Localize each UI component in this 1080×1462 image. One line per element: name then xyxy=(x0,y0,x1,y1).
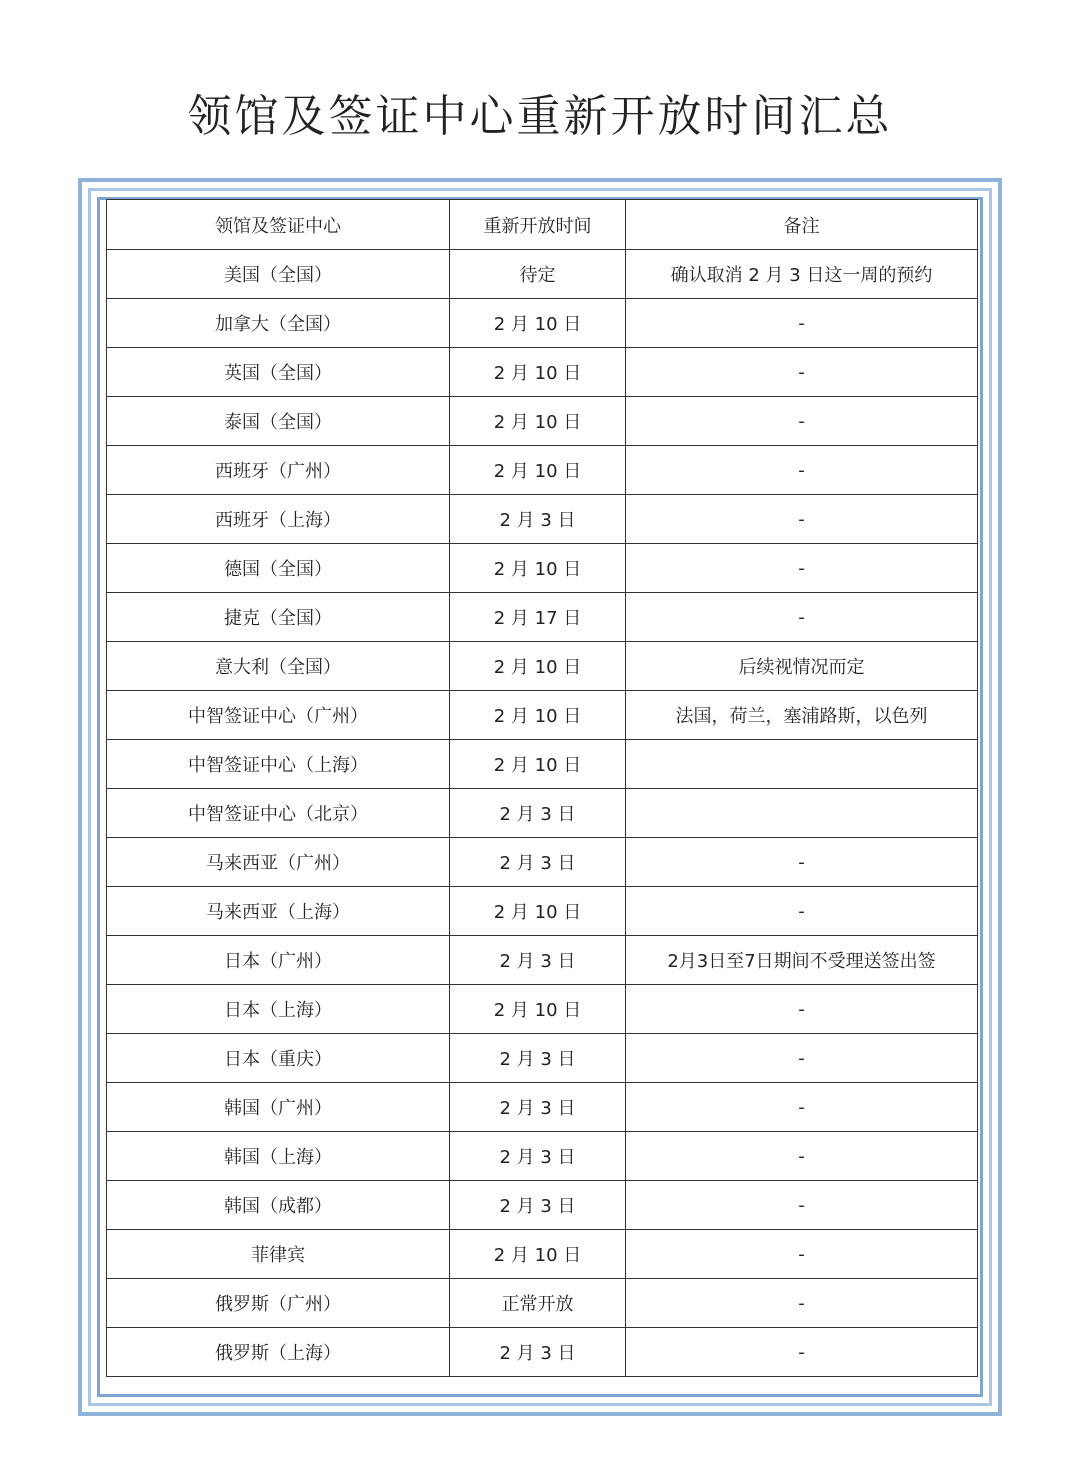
cell-reopen-date: 2 月 3 日 xyxy=(450,1181,626,1230)
cell-reopen-date: 2 月 10 日 xyxy=(450,691,626,740)
cell-reopen-date: 2 月 10 日 xyxy=(450,740,626,789)
cell-remarks: - xyxy=(626,495,978,544)
cell-reopen-date: 2 月 10 日 xyxy=(450,544,626,593)
table-row xyxy=(107,299,978,348)
cell-consulate: 韩国（广州） xyxy=(107,1083,450,1132)
cell-consulate: 西班牙（上海） xyxy=(107,495,450,544)
table-row xyxy=(107,1328,978,1377)
table-row xyxy=(107,1279,978,1328)
cell-consulate: 加拿大（全国） xyxy=(107,299,450,348)
cell-remarks: - xyxy=(626,1279,978,1328)
cell-reopen-date: 2 月 3 日 xyxy=(450,495,626,544)
reopening-schedule-table xyxy=(106,199,978,1377)
cell-consulate: 英国（全国） xyxy=(107,348,450,397)
cell-consulate: 俄罗斯（上海） xyxy=(107,1328,450,1377)
table-row xyxy=(107,544,978,593)
table-row xyxy=(107,1181,978,1230)
cell-remarks: - xyxy=(626,397,978,446)
table-row xyxy=(107,1083,978,1132)
cell-reopen-date: 2 月 10 日 xyxy=(450,299,626,348)
cell-consulate: 韩国（成都） xyxy=(107,1181,450,1230)
cell-remarks: - xyxy=(626,1230,978,1279)
cell-consulate: 韩国（上海） xyxy=(107,1132,450,1181)
cell-remarks: 2月3日至7日期间不受理送签出签 xyxy=(626,936,978,985)
table-header-row xyxy=(107,200,978,250)
table-row xyxy=(107,789,978,838)
cell-remarks: 确认取消 2 月 3 日这一周的预约 xyxy=(626,250,978,299)
cell-remarks: - xyxy=(626,1328,978,1377)
cell-reopen-date: 2 月 17 日 xyxy=(450,593,626,642)
cell-reopen-date: 2 月 10 日 xyxy=(450,985,626,1034)
cell-consulate: 中智签证中心（北京） xyxy=(107,789,450,838)
cell-reopen-date: 2 月 3 日 xyxy=(450,1132,626,1181)
cell-remarks: 后续视情况而定 xyxy=(626,642,978,691)
cell-reopen-date: 2 月 10 日 xyxy=(450,397,626,446)
cell-reopen-date: 2 月 10 日 xyxy=(450,642,626,691)
cell-remarks: 法国，荷兰，塞浦路斯，以色列 xyxy=(626,691,978,740)
table-row xyxy=(107,250,978,299)
cell-consulate: 泰国（全国） xyxy=(107,397,450,446)
cell-consulate: 马来西亚（广州） xyxy=(107,838,450,887)
cell-consulate: 西班牙（广州） xyxy=(107,446,450,495)
cell-remarks: - xyxy=(626,348,978,397)
cell-reopen-date: 2 月 3 日 xyxy=(450,1083,626,1132)
cell-remarks: - xyxy=(626,593,978,642)
cell-reopen-date: 2 月 10 日 xyxy=(450,348,626,397)
table-row xyxy=(107,593,978,642)
cell-remarks: - xyxy=(626,1034,978,1083)
cell-consulate: 日本（重庆） xyxy=(107,1034,450,1083)
cell-consulate: 中智签证中心（上海） xyxy=(107,740,450,789)
cell-reopen-date: 2 月 3 日 xyxy=(450,789,626,838)
table-row xyxy=(107,887,978,936)
cell-consulate: 俄罗斯（广州） xyxy=(107,1279,450,1328)
table-row xyxy=(107,1230,978,1279)
cell-reopen-date: 2 月 3 日 xyxy=(450,1034,626,1083)
table-row xyxy=(107,838,978,887)
table-row xyxy=(107,446,978,495)
table-row xyxy=(107,495,978,544)
header-consulate: 领馆及签证中心 xyxy=(107,200,450,250)
table-row xyxy=(107,691,978,740)
table-row xyxy=(107,642,978,691)
cell-consulate: 德国（全国） xyxy=(107,544,450,593)
table-row xyxy=(107,985,978,1034)
header-reopen-date: 重新开放时间 xyxy=(450,200,626,250)
table-row xyxy=(107,1034,978,1083)
cell-consulate: 菲律宾 xyxy=(107,1230,450,1279)
table-row xyxy=(107,1132,978,1181)
cell-reopen-date: 正常开放 xyxy=(450,1279,626,1328)
cell-remarks: - xyxy=(626,1083,978,1132)
cell-remarks: - xyxy=(626,887,978,936)
cell-consulate: 中智签证中心（广州） xyxy=(107,691,450,740)
cell-remarks: - xyxy=(626,299,978,348)
cell-consulate: 日本（广州） xyxy=(107,936,450,985)
header-remarks: 备注 xyxy=(626,200,978,250)
page-title: 领馆及签证中心重新开放时间汇总 xyxy=(187,91,893,142)
cell-reopen-date: 2 月 3 日 xyxy=(450,838,626,887)
cell-consulate: 捷克（全国） xyxy=(107,593,450,642)
cell-remarks: - xyxy=(626,985,978,1034)
cell-remarks: - xyxy=(626,1181,978,1230)
cell-remarks: - xyxy=(626,838,978,887)
cell-remarks: - xyxy=(626,544,978,593)
table-row xyxy=(107,936,978,985)
cell-reopen-date: 2 月 3 日 xyxy=(450,936,626,985)
cell-consulate: 美国（全国） xyxy=(107,250,450,299)
cell-reopen-date: 待定 xyxy=(450,250,626,299)
cell-remarks xyxy=(626,740,978,789)
cell-reopen-date: 2 月 3 日 xyxy=(450,1328,626,1377)
table-row xyxy=(107,397,978,446)
cell-remarks: - xyxy=(626,1132,978,1181)
cell-remarks xyxy=(626,789,978,838)
cell-reopen-date: 2 月 10 日 xyxy=(450,446,626,495)
cell-consulate: 日本（上海） xyxy=(107,985,450,1034)
table-row xyxy=(107,740,978,789)
cell-consulate: 意大利（全国） xyxy=(107,642,450,691)
cell-reopen-date: 2 月 10 日 xyxy=(450,1230,626,1279)
cell-consulate: 马来西亚（上海） xyxy=(107,887,450,936)
table-row xyxy=(107,348,978,397)
cell-reopen-date: 2 月 10 日 xyxy=(450,887,626,936)
cell-remarks: - xyxy=(626,446,978,495)
